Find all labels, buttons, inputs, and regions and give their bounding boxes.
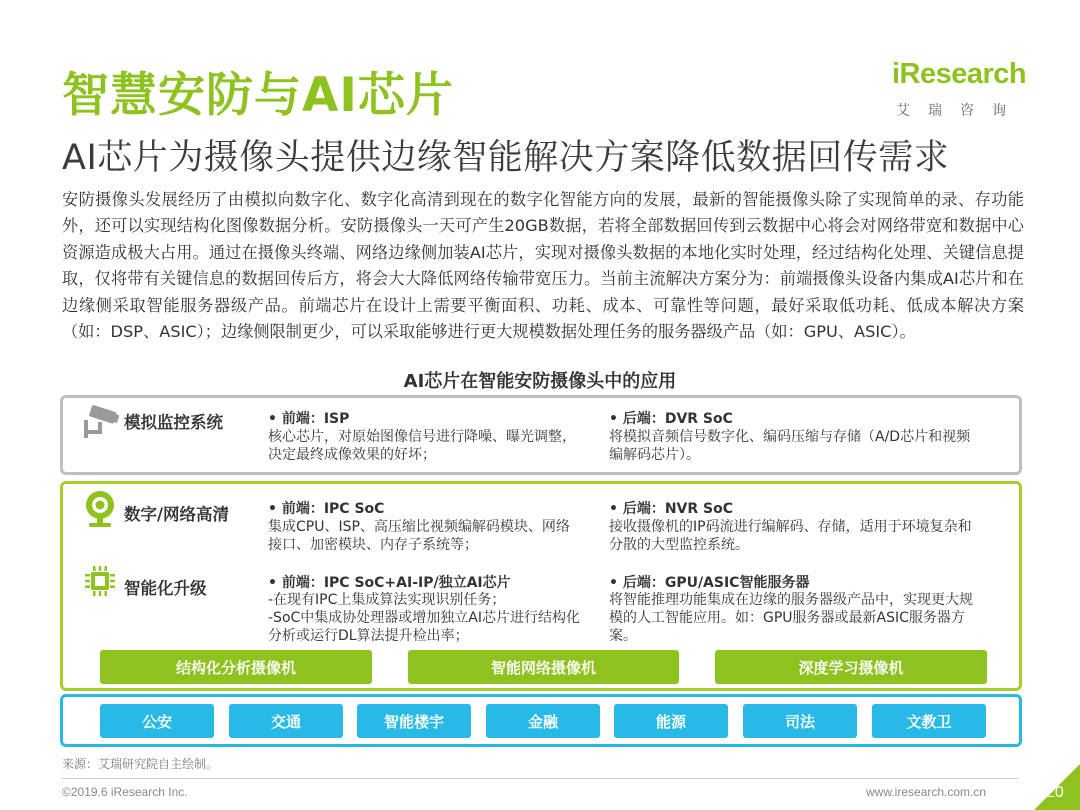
website-link[interactable]: www.iresearch.com.cn	[866, 785, 987, 799]
iresearch-logo	[892, 58, 1032, 124]
cctv-camera-icon	[82, 402, 120, 442]
camera-type-smart-network: 智能网络摄像机	[408, 650, 679, 684]
industry-public-security: 公安	[100, 704, 214, 738]
chip-icon	[84, 565, 116, 597]
camera-type-structured: 结构化分析摄像机	[100, 650, 372, 684]
footer-divider	[62, 778, 1018, 779]
industry-judicial: 司法	[743, 704, 857, 738]
page-title: 智慧安防与AI芯片	[62, 68, 454, 123]
row-label-intelligent: 智能化升级	[124, 579, 207, 598]
copyright: ©2019.6 iResearch Inc.	[62, 785, 188, 799]
intelligent-front-head: • 前端：IPC SoC+AI-IP/独立AI芯片	[268, 575, 511, 591]
analog-back-head: • 后端：DVR SoC	[609, 411, 733, 427]
analog-back-text: 将模拟音频信号数字化、编码压缩与存储（A/D芯片和视频编解码芯片）。	[609, 429, 971, 463]
digital-back-head: • 后端：NVR SoC	[609, 501, 734, 517]
digital-back-text: 接收摄像机的IP码流进行编解码、存储，适用于环境复杂和分散的大型监控系统。	[609, 519, 972, 553]
webcam-icon	[84, 490, 116, 528]
analog-front-text: 核心芯片，对原始图像信号进行降噪、曝光调整，决定最终成像效果的好坏；	[268, 429, 576, 463]
digital-front-head: • 前端：IPC SoC	[268, 501, 385, 517]
row-label-analog: 模拟监控系统	[124, 413, 223, 432]
logo-wordmark: iResearch	[892, 58, 1027, 90]
row-label-digital: 数字/网络高清	[124, 505, 230, 524]
camera-type-deep-learning: 深度学习摄像机	[715, 650, 987, 684]
intelligent-back-text: 将智能推理功能集成在边缘的服务器级产品中，实现更大规模的人工智能应用。如：GPU服务器或最新ASIC服务器方案。	[609, 592, 973, 644]
digital-front-text: 集成CPU、ISP、高压缩比视频编解码模块、网络接口、加密模块、内存子系统等；	[268, 519, 570, 553]
source-note: 来源：艾瑞研究院自主绘制。	[62, 757, 219, 771]
intelligent-back-head: • 后端：GPU/ASIC智能服务器	[609, 575, 810, 591]
industry-culture-education-health: 文教卫	[872, 704, 986, 738]
intelligent-front-text: -在现有IPC上集成算法实现识别任务； -SoC中集成协处理器或增加独立AI芯片进行结构化分析或运行DL算法提升检出率；	[268, 592, 580, 644]
diagram-title: AI芯片在智能安防摄像头中的应用	[403, 371, 677, 392]
page-subtitle: AI芯片为摄像头提供边缘智能解决方案降低数据回传需求	[62, 138, 950, 178]
industry-smart-building: 智能楼宇	[357, 704, 471, 738]
intro-paragraph: 安防摄像头发展经历了由模拟向数字化、数字化高清到现在的数字化智能方向的发展，最新的智能摄像头除了实现简单的录、存功能外，还可以实现结构化图像数据分析。安防摄像头一天可产生20GB数据，若将全部数据回传到云数据中心将会对网络带宽和数据中心资源造成极大占用。通过在摄像头终端、网络边缘侧加装AI芯片，实现对摄像头数据的本地化实时处理，经过结构化处理、关键信息提取，仅将带有关键信息的数据回传后方，将会大大降低网络传输带宽压力。当前主流解决方案分为：前端摄像头设备内集成AI芯片和在边缘侧采取智能服务器级产品。前端芯片在设计上需要平衡面积、功耗、成本、可靠性等问题，最好采取低功耗、低成本解决方案（如：DSP、ASIC）；边缘侧限制更少，可以采取能够进行更大规模数据处理任务的服务器级产品（如：GPU、ASIC）。	[62, 190, 1024, 342]
logo-chinese: 艾瑞咨询	[896, 103, 1024, 119]
analog-front-head: • 前端：ISP	[268, 411, 350, 427]
industry-transport: 交通	[229, 704, 343, 738]
industry-energy: 能源	[614, 704, 728, 738]
industry-finance: 金融	[486, 704, 600, 738]
page-number: 20	[1046, 784, 1064, 801]
